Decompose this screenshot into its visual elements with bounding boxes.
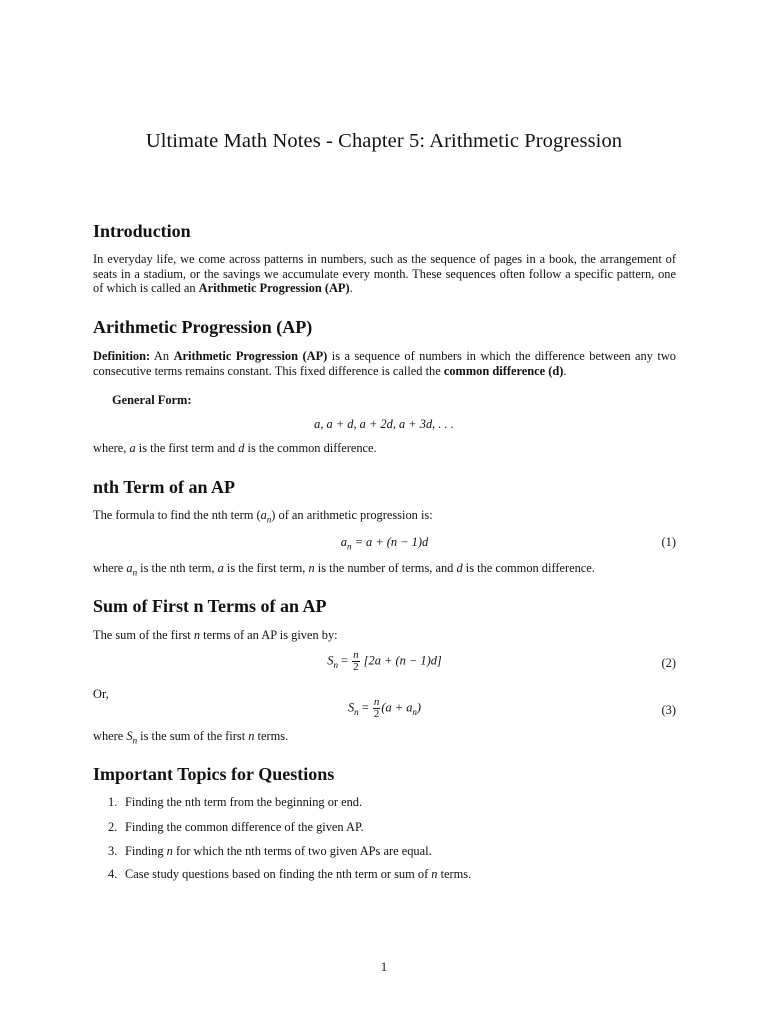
topic-list-item — [108, 795, 362, 810]
list-text: Finding — [125, 844, 167, 858]
general-form-where — [93, 441, 377, 456]
eq-equals: = — [337, 653, 352, 668]
equation-1 — [93, 535, 676, 551]
list-text: Finding the nth term from the beginning or end. — [125, 795, 363, 809]
list-number: 3. — [108, 844, 118, 858]
equation-2 — [93, 650, 676, 678]
equation-number-2: (2) — [661, 656, 676, 670]
def-bold-cd: common difference (d) — [443, 363, 564, 378]
eq-rhs: [2a + (n − 1)d] — [360, 653, 442, 668]
intro-text-end: . — [349, 281, 353, 296]
eq-sub: n — [333, 659, 338, 670]
equation-1-body — [93, 535, 676, 551]
nth-term-intro — [93, 508, 433, 524]
eq-rhs: ) — [416, 700, 422, 715]
fraction-numerator: n — [353, 649, 359, 661]
fraction-denominator: 2 — [373, 708, 380, 720]
where-text: is the common difference. — [244, 441, 377, 455]
list-text: Finding the common difference of the given AP. — [125, 820, 364, 834]
general-form-label: General Form: — [112, 393, 192, 407]
nth-intro-text: The formula to find the nth term ( — [93, 508, 261, 522]
list-text: for which the nth terms of two given APs are equal. — [172, 844, 432, 858]
sum-intro — [93, 628, 338, 643]
where-text: is the first term and — [135, 441, 239, 455]
topic-list-item — [108, 867, 471, 882]
page-title: Ultimate Math Notes - Chapter 5: Arithmetic Progression — [145, 130, 623, 152]
list-number: 1. — [108, 795, 118, 809]
topic-list-item — [108, 844, 432, 859]
topics-heading: Important Topics for Questions — [93, 764, 335, 784]
math-variable: d — [456, 561, 463, 575]
nth-intro-text: ) of an arithmetic progression is: — [271, 508, 433, 522]
equation-number-1: (1) — [661, 535, 676, 549]
eq-rhs: (a + a — [381, 700, 413, 715]
where-text: is the number of terms, and — [314, 561, 457, 575]
eq-sub: n — [346, 541, 352, 552]
list-text: terms. — [437, 867, 472, 881]
math-variable: a — [217, 561, 224, 575]
where-text: where, — [93, 441, 130, 455]
where-text: is the first term, — [223, 561, 309, 575]
math-variable: a — [126, 561, 133, 575]
list-text: Case study questions based on finding the nth term or sum of — [125, 867, 432, 881]
fraction — [352, 650, 360, 673]
sub-n: n — [132, 567, 138, 578]
fraction — [373, 697, 381, 720]
def-text-end: . — [563, 363, 567, 378]
fraction-numerator: n — [373, 696, 380, 708]
var-n: n — [248, 729, 255, 743]
var-a: a — [129, 441, 136, 455]
math-variable: n — [431, 867, 438, 881]
ap-heading: Arithmetic Progression (AP) — [93, 317, 313, 337]
introduction-paragraph — [93, 252, 676, 296]
var-a: a — [260, 508, 267, 522]
list-number: 2. — [108, 820, 118, 834]
or-text: Or, — [93, 687, 109, 701]
eq-equals: = — [358, 700, 372, 715]
var-n: n — [193, 628, 201, 642]
equation-3 — [93, 697, 676, 725]
where-text: is the common difference. — [462, 561, 595, 575]
math-variable: n — [166, 844, 173, 858]
page-number: 1 — [380, 960, 388, 974]
where-text: terms. — [254, 729, 289, 743]
definition-label: Definition: — [93, 349, 151, 363]
eq-lhs: S — [347, 700, 355, 715]
ap-definition — [93, 349, 676, 378]
eq-lhs: a — [340, 535, 347, 549]
intro-bold-term: Arithmetic Progression (AP) — [198, 281, 350, 296]
intro-text: In everyday life, we come across patterns in numbers, such as the sequence of pages in a book, the arrangement of seats in a stadium, or the savings we accumulate every month. These sequences often follow a specific pattern, one of which is called an — [93, 252, 676, 296]
nth-term-where — [93, 561, 595, 577]
where-text: is the sum of the first — [137, 729, 249, 743]
where-text: where — [93, 729, 127, 743]
def-bold-term: Arithmetic Progression (AP) — [173, 349, 328, 363]
nth-term-heading: nth Term of an AP — [93, 477, 236, 497]
equation-number-3: (3) — [661, 703, 676, 717]
math-variable: n — [308, 561, 315, 575]
eq-sub: n — [412, 706, 417, 717]
where-text: where — [93, 561, 127, 575]
var-s: S — [126, 729, 133, 743]
sum-intro-text: terms of an AP is given by: — [200, 628, 338, 642]
topic-list-item — [108, 820, 364, 835]
eq-sub: n — [354, 706, 359, 717]
where-text: is the nth term, — [137, 561, 218, 575]
sub-n: n — [266, 514, 272, 525]
def-text: is a sequence of numbers in which the difference between any two consecutive terms remains constant. This fixed difference is called the — [93, 349, 676, 378]
def-text-a: An — [150, 349, 174, 363]
list-number: 4. — [108, 867, 118, 881]
sub-n: n — [132, 735, 138, 746]
sum-heading: Sum of First n Terms of an AP — [93, 596, 327, 616]
sum-intro-text: The sum of the first — [93, 628, 194, 642]
introduction-heading: Introduction — [93, 221, 191, 241]
fraction-denominator: 2 — [353, 661, 359, 673]
nth-where-line — [93, 561, 595, 578]
var-d: d — [238, 441, 245, 455]
equation-2-body — [93, 650, 676, 673]
eq-rhs: = a + (n − 1)d — [351, 535, 429, 549]
equation-3-body — [93, 697, 676, 720]
eq-lhs: S — [327, 653, 334, 668]
general-form-expression: a, a + d, a + 2d, a + 3d, . . . — [314, 417, 454, 431]
sum-where — [93, 729, 288, 745]
